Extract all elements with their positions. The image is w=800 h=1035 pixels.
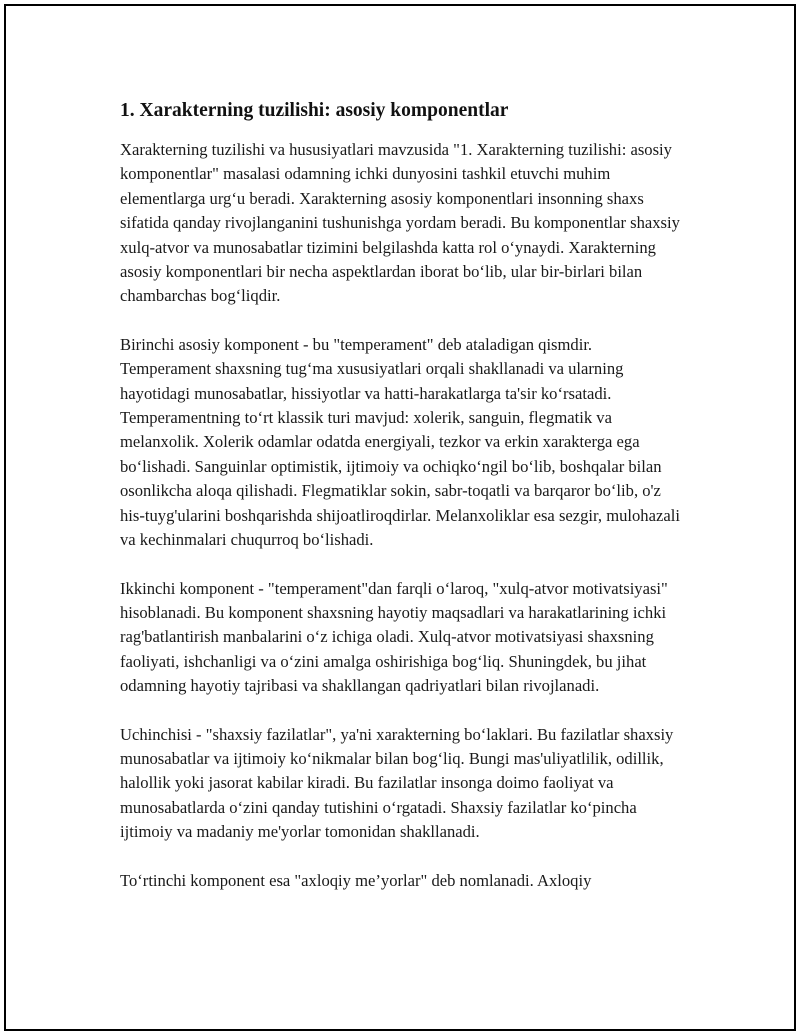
document-content <box>120 98 686 917</box>
paragraph-temperament: Birinchi asosiy komponent - bu "temperament" deb ataladigan qismdir. Temperament shaxsning tug‘ma xususiyatlari orqali shakllanadi va ularning hayotidagi munosabatlar, hissiyotlar va hatti-harakatlarga ta'sir ko‘rsatadi. Temperamentning to‘rt klassik turi mavjud: xolerik, sanguin, flegmatik va melanxolik. Xolerik odamlar odatda energiyali, tezkor va erkin xarakterga ega bo‘lishadi. Sanguinlar optimistik, ijtimoiy va ochiqko‘ngil bo‘lib, boshqalar bilan osonlikcha aloqa qilishadi. Flegmatiklar sokin, sabr-toqatli va barqaror bo‘lib, o'z his-tuyg'ularini boshqarishda shijoatliroqdirlar. Melanxoliklar esa sezgir, mulohazali va kechinmalari chuqurroq bo‘lishadi. <box>120 334 680 550</box>
document-page <box>4 4 796 1031</box>
paragraph-motivation: Ikkinchi komponent - "temperament"dan farqli o‘laroq, "xulq-atvor motivatsiyasi" hisoblanadi. Bu komponent shaxsning hayotiy maqsadlari va harakatlarining ichki rag'batlantirish manbalarini o‘z ichiga oladi. Xulq-atvor motivatsiyasi shaxsning faoliyati, ishchanligi va o‘zini amalga oshirishiga bog‘liq. Shuningdek, bu jihat odamning hayotiy tajribasi va shakllangan qadriyatlari bilan rivojlanadi. <box>120 578 668 696</box>
paragraph-personal-qualities: Uchinchisi - "shaxsiy fazilatlar", ya'ni xarakterning bo‘laklari. Bu fazilatlar shaxsiy munosabatlar va ijtimoiy ko‘nikmalar bilan bog‘liq. Bungi mas'uliyatlilik, odillik, halollik yoki jasorat kabilar kiradi. Bu fazilatlar insonga doimo faoliyat va munosabatlarda o‘zini qanday tutishini o‘rgatadi. Shaxsiy fazilatlar ko‘pincha ijtimoiy va madaniy me'yorlar tomonidan shakllanadi. <box>120 724 674 842</box>
paragraph-moral-norms: To‘rtinchi komponent esa "axloqiy me’yorlar" deb nomlanadi. Axloqiy <box>120 870 592 890</box>
paragraph-intro: Xarakterning tuzilishi va hususiyatlari mavzusida "1. Xarakterning tuzilishi: asosiy komponentlar" masalasi odamning ichki dunyosini tashkil etuvchi muhim elementlarga urg‘u beradi. Xarakterning asosiy komponentlari insonning shaxs sifatida qanday rivojlanganini tushunishga yordam beradi. Bu komponentlar shaxsiy xulq-atvor va munosabatlar tizimini belgilashda katta rol o‘ynaydi. Xarakterning asosiy komponentlari bir necha aspektlardan iborat bo‘lib, ular bir-birlari bilan chambarchas bog‘liqdir. <box>120 140 680 306</box>
section-heading: 1. Xarakterning tuzilishi: asosiy komponentlar <box>120 100 509 121</box>
